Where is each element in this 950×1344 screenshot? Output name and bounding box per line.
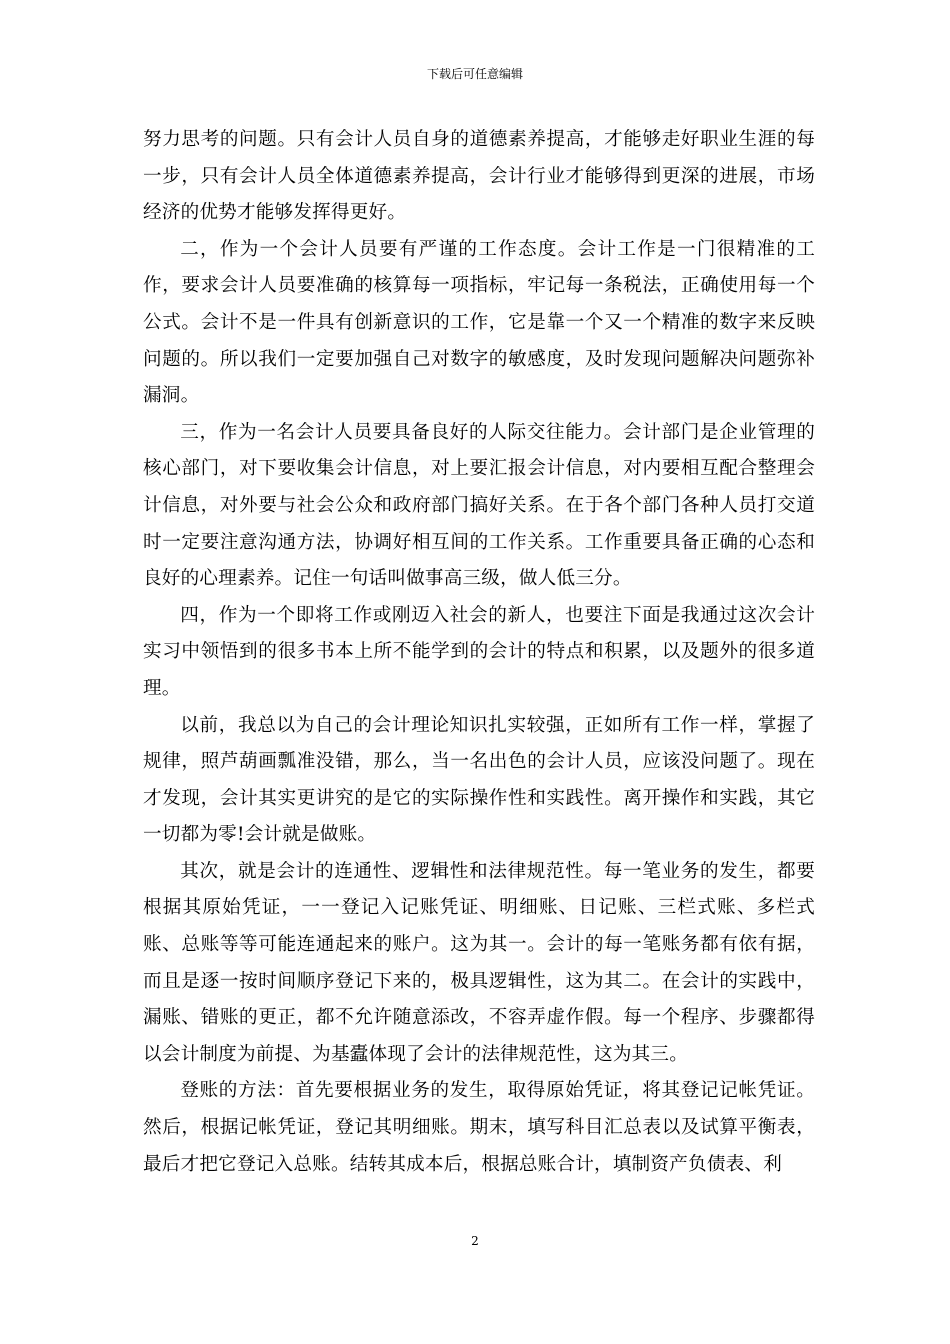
paragraph-point-three: 三，作为一名会计人员要具备良好的人际交往能力。会计部门是企业管理的核心部门，对下要收集会计信息，对上要汇报会计信息，对内要相互配合整理会计信息，对外要与社会公众和政府部门搞好关系。在于各个部门各种人员打交道时一定要注意沟通方法，协调好相互间的工作关系。工作重要具备正确的心态和良好的心理素养。记住一句话叫做事高三级，做人低三分。 — [143, 421, 815, 590]
document-body — [143, 122, 815, 1183]
paragraph-point-four: 四，作为一个即将工作或刚迈入社会的新人，也要注下面是我通过这次会计实习中领悟到的很多书本上所不能学到的会计的特点和积累，以及题外的很多道理。 — [143, 604, 815, 699]
paragraph-bookkeeping-method: 登账的方法：首先要根据业务的发生，取得原始凭证，将其登记记帐凭证。然后，根据记帐凭证，登记其明细账。期末，填写科目汇总表以及试算平衡表，最后才把它登记入总账。结转其成本后，根据总账合计，填制资产负债表、利 — [143, 1080, 815, 1175]
paragraph-previously: 以前，我总以为自己的会计理论知识扎实较强，正如所有工作一样，掌握了规律，照芦葫画瓢准没错，那么，当一名出色的会计人员，应该没问题了。现在才发现，会计其实更讲究的是它的实际操作性和实践性。离开操作和实践，其它一切都为零!会计就是做账。 — [143, 714, 815, 846]
paragraph-secondly: 其次，就是会计的连通性、逻辑性和法律规范性。每一笔业务的发生，都要根据其原始凭证，一一登记入记账凭证、明细账、日记账、三栏式账、多栏式账、总账等等可能连通起来的账户。这为其一。会计的每一笔账务都有依有据，而且是逐一按时间顺序登记下来的，极具逻辑性，这为其二。在会计的实践中，漏账、错账的更正，都不允许随意添改，不容弄虚作假。每一个程序、步骤都得以会计制度为前提、为基蠹体现了会计的法律规范性，这为其三。 — [143, 860, 815, 1065]
paragraph-continuation: 努力思考的问题。只有会计人员自身的道德素养提高，才能够走好职业生涯的每一步，只有会计人员全体道德素养提高，会计行业才能够得到更深的进展，市场经济的优势才能够发挥得更好。 — [143, 129, 815, 224]
page-number: 2 — [471, 1234, 479, 1248]
page-header: 下载后可任意编辑 — [426, 67, 523, 81]
paragraph-point-two: 二，作为一个会计人员要有严谨的工作态度。会计工作是一门很精准的工作，要求会计人员要准确的核算每一项指标，牢记每一条税法，正确使用每一个公式。会计不是一件具有创新意识的工作，它是靠一个又一个精准的数字来反映问题的。所以我们一定要加强自己对数字的敏感度，及时发现问题解决问题弥补漏洞。 — [143, 238, 815, 407]
